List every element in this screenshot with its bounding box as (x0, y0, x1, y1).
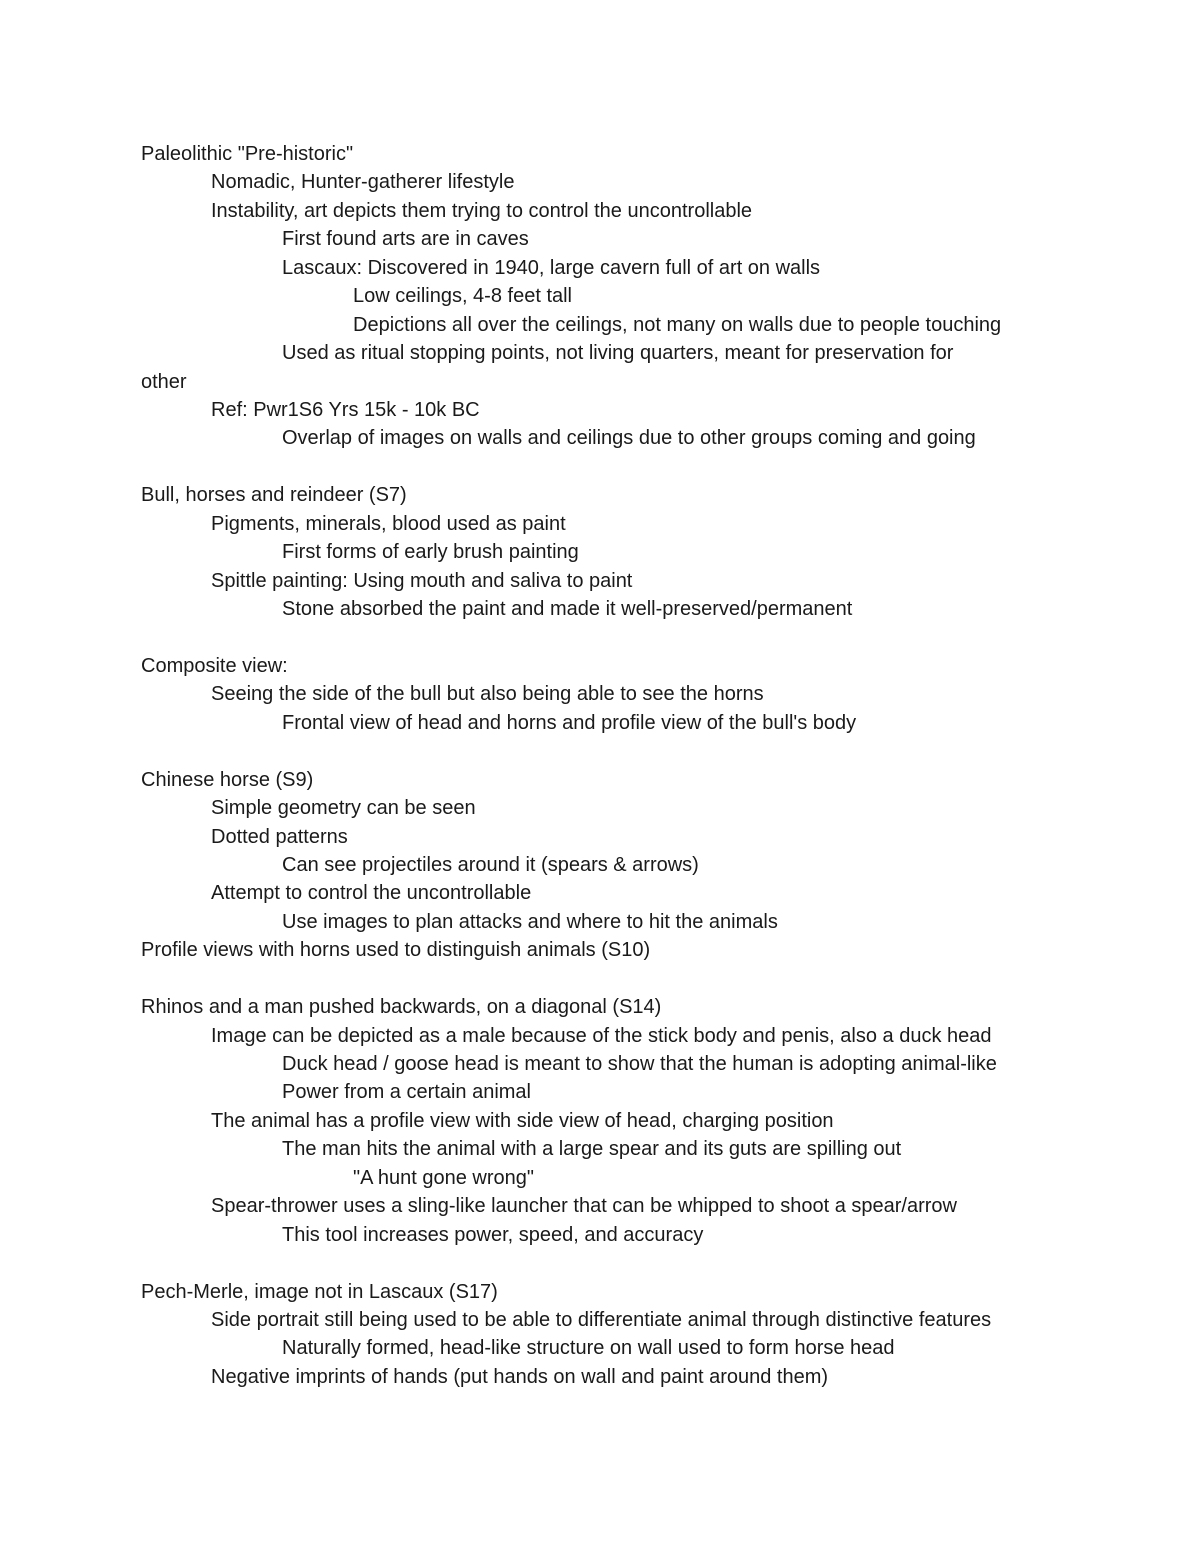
outline-item: Seeing the side of the bull but also being able to see the horns (211, 683, 764, 706)
outline-item: "A hunt gone wrong" (353, 1166, 534, 1189)
outline-heading: Composite view: (141, 654, 288, 677)
outline-item: The animal has a profile view with side view of head, charging position (211, 1109, 834, 1132)
outline-item: First found arts are in caves (282, 228, 529, 251)
blank-line (141, 737, 1141, 765)
outline-item: Can see projectiles around it (spears & arrows) (282, 853, 699, 876)
blank-line (141, 623, 1141, 651)
outline-item: The man hits the animal with a large spear and its guts are spilling out (282, 1138, 902, 1161)
outline-item: Stone absorbed the paint and made it well-preserved/permanent (282, 598, 853, 620)
outline-item: Attempt to control the uncontrollable (211, 882, 532, 905)
outline-item: First forms of early brush painting (282, 541, 579, 564)
outline-item: Simple geometry can be seen (211, 797, 476, 820)
outline-item: Naturally formed, head-like structure on wall used to form horse head (282, 1337, 895, 1360)
outline-item: Spear-thrower uses a sling-like launcher that can be whipped to shoot a spear/arrow (211, 1195, 957, 1218)
blank-line (141, 1249, 1141, 1277)
outline-item: Instability, art depicts them trying to control the uncontrollable (211, 199, 753, 222)
outline-item: Low ceilings, 4-8 feet tall (353, 285, 573, 308)
outline-item: Frontal view of head and horns and profile view of the bull's body (282, 711, 857, 734)
blank-line (141, 965, 1141, 993)
outline-heading: Paleolithic "Pre-historic" (141, 143, 354, 165)
outline-heading: Profile views with horns used to distinguish animals (S10) (141, 939, 651, 962)
outline-item: Use images to plan attacks and where to hit the animals (282, 910, 778, 933)
outline-item: Spittle painting: Using mouth and saliva to paint (211, 569, 633, 592)
outline-heading: Pech-Merle, image not in Lascaux (S17) (141, 1280, 498, 1303)
outline-item: Lascaux: Discovered in 1940, large cavern full of art on walls (282, 256, 821, 279)
outline-item: Image can be depicted as a male because of the stick body and penis, also a duck head (211, 1024, 992, 1047)
blank-line (141, 453, 1141, 481)
outline-item: Overlap of images on walls and ceilings due to other groups coming and going (282, 427, 976, 450)
outline-item: Duck head / goose head is meant to show that the human is adopting animal-like (282, 1053, 997, 1075)
outline-heading: other (141, 370, 187, 393)
outline-item: Pigments, minerals, blood used as paint (211, 512, 566, 535)
outline-heading: Chinese horse (S9) (141, 768, 314, 791)
outline-heading: Rhinos and a man pushed backwards, on a diagonal (S14) (141, 996, 662, 1019)
outline-item: This tool increases power, speed, and accuracy (282, 1223, 704, 1246)
outline-item: Depictions all over the ceilings, not many on walls due to people touching (353, 313, 1002, 336)
outline-item: Nomadic, Hunter-gatherer lifestyle (211, 171, 515, 194)
notes-body (141, 140, 1141, 1391)
outline-heading: Bull, horses and reindeer (S7) (141, 484, 407, 507)
outline-item: Used as ritual stopping points, not living quarters, meant for preservation for (282, 342, 954, 365)
outline-item: Power from a certain animal (282, 1081, 531, 1104)
outline-item: Negative imprints of hands (put hands on wall and paint around them) (211, 1365, 829, 1388)
outline-item: Side portrait still being used to be able to differentiate animal through distinctive features (211, 1308, 992, 1331)
outline-item: Dotted patterns (211, 825, 348, 848)
outline-item: Ref: Pwr1S6 Yrs 15k - 10k BC (211, 398, 480, 421)
